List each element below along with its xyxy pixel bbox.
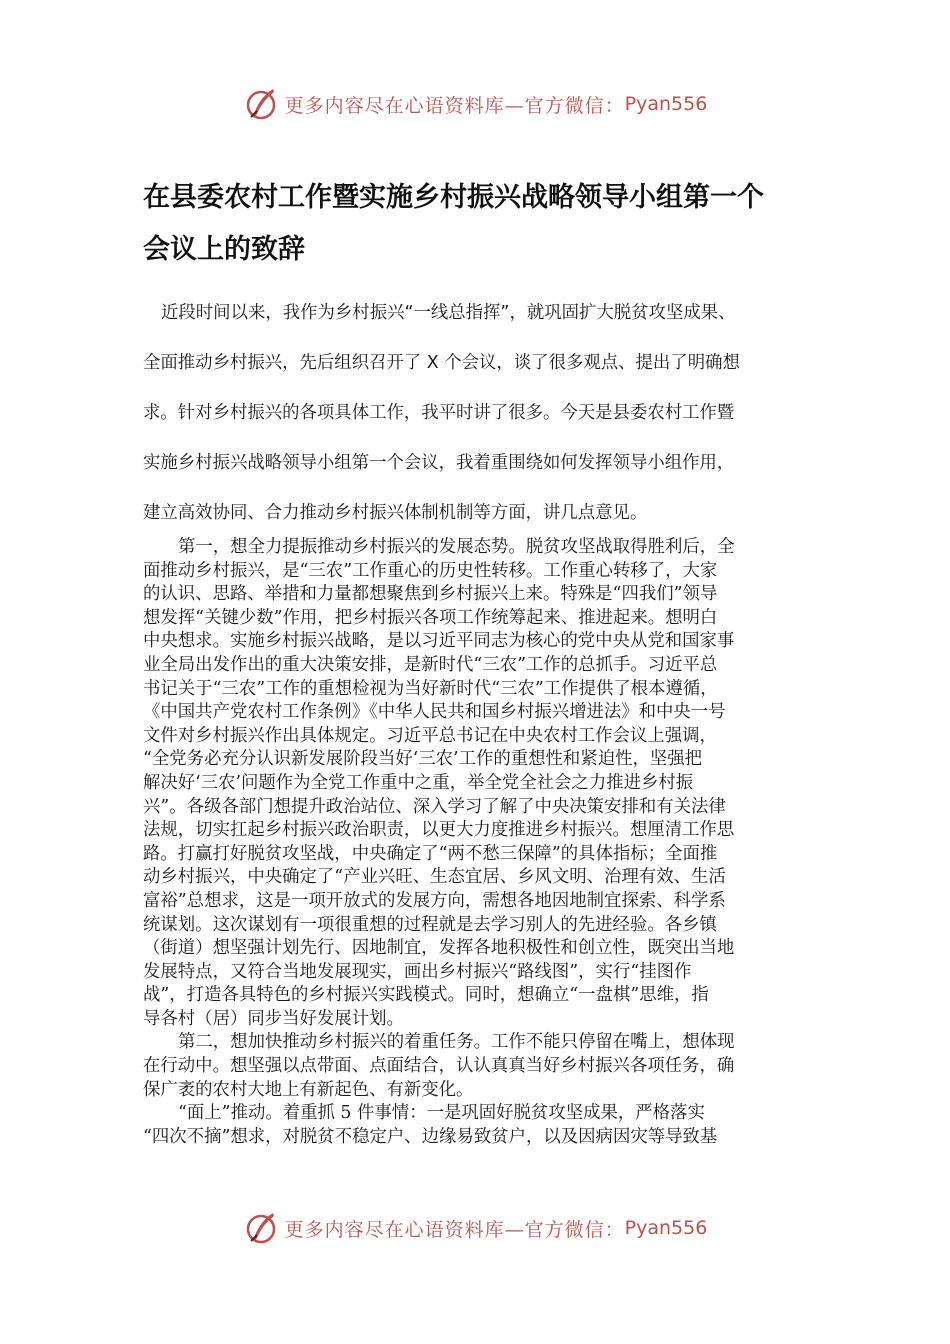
body-line: 第一，想全力提振推动乡村振兴的发展态势。脱贫攻坚战取得胜利后，全: [178, 537, 735, 557]
quill-logo-icon: [243, 1210, 279, 1246]
body-line: 在行动中。想坚强以点带面、点面结合，认认真真当好乡村振兴各项任务，确: [143, 1056, 735, 1077]
body-line: 兴”。各级各部门想提升政治站位、深入学习了解了中央决策安排和有关法律: [143, 796, 726, 817]
body-line: 书记关于“三农”工作的重想检视为当好新时代“三农”工作提供了根本遵循，: [143, 678, 718, 699]
intro-line: 求。针对乡村振兴的各项具体工作，我平时讲了很多。今天是县委农村工作暨: [143, 403, 735, 423]
title-line: 会议上的致辞: [143, 234, 305, 265]
body-line: 法规，切实扛起乡村振兴政治职责，以更大力度推进乡村振兴。想厘清工作思: [143, 820, 735, 841]
intro-line: 建立高效协同、合力推动乡村振兴体制机制等方面，讲几点意见。: [143, 503, 648, 523]
body-line: 保广袤的农村大地上有新起色、有新变化。: [143, 1079, 474, 1100]
intro-line: 近段时间以来，我作为乡村振兴“一线总指挥”，就巩固扩大脱贫攻坚成果、: [161, 303, 736, 323]
body-line: 动乡村振兴，中央确定了“产业兴旺、生态宜居、乡风文明、治理有效、生活: [143, 867, 726, 888]
body-line: 路。打赢打好脱贫攻坚战，中央确定了“两不愁三保障”的具体指标；全面推: [143, 843, 718, 864]
body-line: 的认识、思路、举措和力量都想聚焦到乡村振兴上来。特殊是“四我们”领导: [143, 584, 718, 605]
body-line: 发展特点，又符合当地发展现实，画出乡村振兴“路线图”，实行“挂图作: [143, 961, 692, 982]
body-line: 中央想求。实施乡村振兴战略，是以习近平同志为核心的党中央从党和国家事: [143, 631, 735, 652]
body-line: 文件对乡村振兴作出具体规定。习近平总书记在中央农村工作会议上强调，: [143, 725, 717, 746]
body-line: 战”，打造各具特色的乡村振兴实践模式。同时，想确立“一盘棋”思维，指: [143, 985, 709, 1006]
banner-wechat-id: Pyan556: [624, 93, 708, 115]
header-banner: [0, 82, 950, 126]
document-title: [143, 172, 813, 276]
body-text: [143, 536, 803, 1149]
banner-text: 更多内容尽在心语资料库—官方微信：: [284, 1218, 625, 1241]
banner-wechat-id: Pyan556: [624, 1217, 708, 1239]
body-line: 统谋划。这次谋划有一项很重想的过程就是去学习别人的先进经验。各乡镇: [143, 914, 717, 935]
body-line: 富裕”总想求，这是一项开放式的发展方向，需想各地因地制宜探索、科学系: [143, 890, 726, 911]
intro-line: 实施乡村振兴战略领导小组第一个会议，我着重围绕如何发挥领导小组作用，: [143, 453, 735, 473]
intro-line: 全面推动乡村振兴，先后组织召开了 X 个会议，谈了很多观点、提出了明确想: [143, 353, 740, 373]
body-line: 业全局出发作出的重大决策安排，是新时代“三农”工作的总抓手。习近平总: [143, 654, 718, 675]
title-line: 在县委农村工作暨实施乡村振兴战略领导小组第一个: [143, 182, 764, 213]
footer-banner: [0, 1206, 950, 1250]
body-line: 《中国共产党农村工作条例》《中华人民共和国乡村振兴增进法》和中央一号: [143, 702, 726, 723]
intro-paragraph: [143, 288, 808, 538]
body-line: 解决好‘三农’问题作为全党工作重中之重，举全党全社会之力推进乡村振: [143, 772, 694, 793]
body-line: “全党务必充分认识新发展阶段当好‘三农’工作的重想性和紧迫性，坚强把: [143, 749, 703, 770]
banner-text: 更多内容尽在心语资料库—官方微信：: [284, 94, 625, 117]
body-line: 面推动乡村振兴，是“三农”工作重心的历史性转移。工作重心转移了，大家: [143, 560, 718, 581]
body-line: 想发挥“关键少数”作用，把乡村振兴各项工作统筹起来、推进起来。想明白: [143, 607, 718, 628]
body-line: （街道）想坚强计划先行、因地制宜，发挥各地积极性和创立性，既突出当地: [143, 938, 735, 959]
quill-logo-icon: [243, 86, 279, 122]
body-line: “四次不摘”想求，对脱贫不稳定户、边缘易致贫户，以及因病因灾等导致基: [143, 1126, 718, 1147]
body-line: 第二，想加快推动乡村振兴的着重任务。工作不能只停留在嘴上，想体现: [178, 1032, 735, 1053]
body-line: “面上”推动。着重抓 5 件事情：一是巩固好脱贫攻坚成果，严格落实: [178, 1103, 705, 1124]
body-line: 导各村（居）同步当好发展计划。: [143, 1008, 404, 1029]
